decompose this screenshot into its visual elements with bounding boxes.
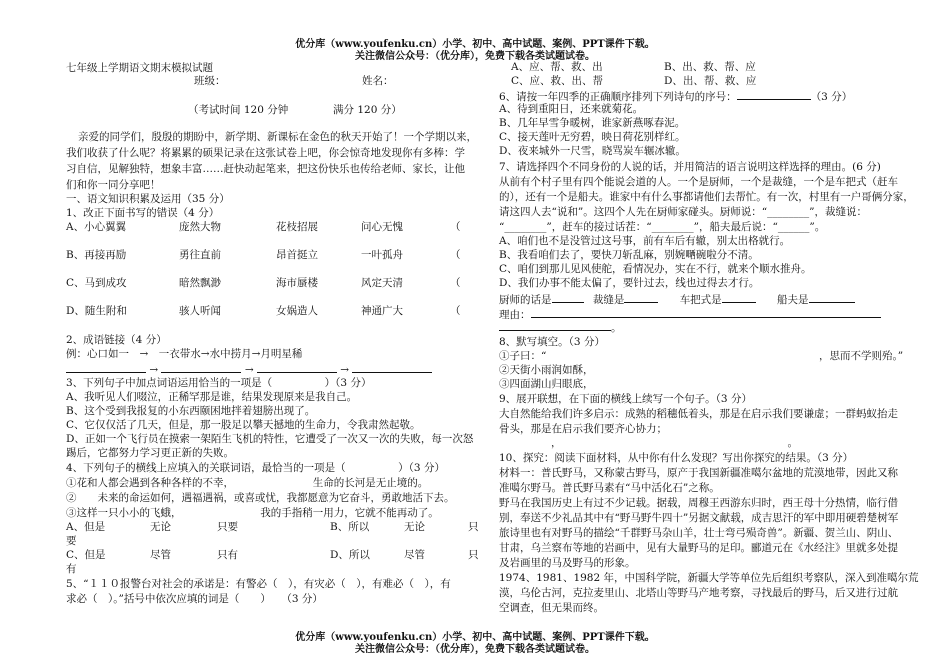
q9-para-1: 大自然能给我们许多启示：成熟的稻穗低着头，那是在启示我们要谦虚；一群蚂蚁抬走 bbox=[499, 408, 898, 420]
q5-opt-d: D、出、帮、救、应 bbox=[664, 75, 757, 87]
q6-answer-blank[interactable] bbox=[737, 89, 811, 100]
q4-cd-6: 只 bbox=[468, 549, 479, 561]
q1-a-2: 庞然大物 bbox=[179, 221, 221, 233]
name-label: 姓名： bbox=[362, 75, 394, 87]
q4-ab-1: A、但是 bbox=[66, 521, 106, 533]
q4-cd-5: 尽管 bbox=[404, 549, 425, 561]
q7-option-c: C、咱们到那儿见风使舵，看情况办，实在不行，就来个顺水推舟。 bbox=[499, 263, 812, 275]
exam-score: 满分 120 分） bbox=[333, 104, 402, 116]
q1-a-4: 问心无愧 bbox=[361, 221, 403, 233]
q7-chef-blank[interactable] bbox=[552, 292, 584, 303]
q8-item-2: ②天街小雨润如酥， bbox=[499, 364, 594, 376]
header-line-2: 关注微信公众号：（优分库），免费下载各类试题试卷。 bbox=[355, 51, 595, 62]
q10-para-2: 准噶尔野马。普氏野马素有“马中活化石”之称。 bbox=[499, 482, 720, 494]
q1-c-5: （ bbox=[450, 277, 461, 289]
section-1-heading: 一、语文知识积累及运用（35 分） bbox=[66, 193, 230, 205]
q1-d-4: 神通广大 bbox=[361, 305, 403, 317]
right-column bbox=[475, 0, 950, 671]
q8-item-3: ③四面湖山归眼底， bbox=[499, 378, 594, 390]
q7-fill-carter: 车把式是 bbox=[679, 294, 722, 306]
q7-fill-boatman: 船夫是 bbox=[777, 294, 809, 306]
q10-para-8: 1974、1981、1982 年，中国科学院，新疆大学等单位先后组织考察队，深入到准噶尔荒 bbox=[499, 572, 919, 584]
q7-para-3: 请这四人去“说和”。这四个人先在厨师家碰头。厨师说：“________”，裁缝说： bbox=[499, 206, 867, 218]
q10-para-6: 甘肃，乌兰察布等地的岩画中，见有大量野马的足印。郦道元在《水经注》里就多处提 bbox=[499, 542, 898, 554]
q7-tailor-blank[interactable] bbox=[624, 292, 658, 303]
q4-ab-tail: 要 bbox=[66, 535, 77, 547]
q7-reason-blank[interactable] bbox=[531, 307, 881, 318]
q1-a-5: （ bbox=[450, 221, 461, 233]
q4-heading: 4、下列句子的横线上应填入的关联词语，最恰当的一项是（ ）（3 分） bbox=[66, 462, 445, 474]
q10-para-7: 及岩画里的马及野马的形象。 bbox=[499, 557, 636, 569]
q1-a-3: 花枝招展 bbox=[276, 221, 318, 233]
footer-line-2: 关注微信公众号：（优分库），免费下载各类试题试卷。 bbox=[355, 644, 595, 655]
q10-para-10: 空调查，但无果而终。 bbox=[499, 602, 604, 614]
q1-c-2: 暗然飘渺 bbox=[179, 277, 221, 289]
q3-option-d-2: 踢后，它都努力学习更正新的失败。 bbox=[66, 447, 234, 459]
q1-c-3: 海市蜃楼 bbox=[276, 277, 318, 289]
intro-line-4: 们和你一同分享吧！ bbox=[66, 179, 161, 191]
q9-answer-line[interactable]: ， 。 bbox=[551, 437, 798, 449]
q5-line-2: 求必（ ）。”括号中依次应填的词是（ ） （3 分） bbox=[66, 593, 323, 605]
intro-line-3: 习自信，见解独特，想象丰富……赶快动起笔来，把这份快乐也传给老师、家长，让他 bbox=[66, 163, 465, 175]
q1-c-1: C、马到成攻 bbox=[66, 277, 127, 289]
q1-d-1: D、随生附和 bbox=[66, 305, 127, 317]
q3-option-b: B、这个受到我报复的小东西颐困地拌着翅膀出现了。 bbox=[66, 405, 316, 417]
q7-option-d: D、我们办事不能太偏了，要针过去，线也过得去才行。 bbox=[499, 277, 760, 289]
q7-fill-tailor: 裁缝是 bbox=[592, 294, 625, 306]
q6-item-c: C、接天莲叶无穷碧，映日荷花别样红。 bbox=[499, 131, 686, 143]
class-label: 班级： bbox=[194, 75, 226, 87]
q2-example: 例：心口如一 → 一衣带水→水中捞月→月明星稀 bbox=[66, 348, 303, 360]
intro-line-1: 亲爱的同学们，殷殷的期盼中，新学期、新课标在金色的秋天开始了！一个学期以来， bbox=[78, 131, 477, 143]
q8-item-1a: ①子曰：“ bbox=[499, 350, 547, 362]
intro-line-2: 我们收获了什么呢？将累累的硕果记录在这张试卷上吧，你会惊奇地发现你有多棒：学 bbox=[66, 147, 465, 159]
q8-heading: 8、默写填空。（3 分） bbox=[499, 336, 605, 348]
q6-item-b: B、几年早雪争暖树，谁家新燕啄春泥。 bbox=[499, 117, 686, 129]
q4-sentence-2: ② 未来的命运如何，遇福遇祸，或喜或忧，我都愿意为它奋斗，勇敢地活下去。 bbox=[66, 492, 455, 504]
q7-option-b: B、我看咱们去了，要快刀斩乱麻，别婉嗮碗啦分不清。 bbox=[499, 249, 759, 261]
q4-cd-1: C、但是 bbox=[66, 549, 106, 561]
q10-para-9: 漠，乌伦古河，克拉麦里山、北塔山等野马产地考察，寻找最后的野马，后又进行过航 bbox=[499, 587, 898, 599]
q6-item-a: A、待到重阳日，还来就菊花。 bbox=[499, 103, 644, 115]
q5-opt-b: B、出、救、帮、应 bbox=[664, 61, 756, 73]
q7-para-2: 的），还有一个是船夫。谁家中有什么事都请他们去帮忙。有一次，村里有一户哥俩分家， bbox=[499, 191, 914, 203]
q4-ab-2: 无论 bbox=[150, 521, 171, 533]
q1-b-4: 一叶孤舟 bbox=[361, 249, 403, 261]
q6-score: （3 分） bbox=[810, 91, 853, 103]
q6-text: 6、请按一年四季的正确顺序排列下列诗句的序号： bbox=[499, 91, 737, 103]
q7-para-4: “________”，赶车的接过话茬：“________”，船夫最后说：“______”。 bbox=[499, 221, 826, 233]
q6-heading bbox=[499, 89, 852, 104]
q4-cd-4: D、所以 bbox=[330, 549, 370, 561]
q7-boatman-blank[interactable] bbox=[809, 292, 855, 303]
exam-title: 七年级上学期语文期末模拟试题 bbox=[66, 62, 213, 74]
q3-option-a: A、我听见人们啜泣，正稀罕那是谁，结果发现原来是我自己。 bbox=[66, 391, 358, 403]
q9-para-2: 骨头，那是在启示我们要齐心协力； bbox=[499, 423, 667, 435]
q4-cd-2: 尽管 bbox=[150, 549, 171, 561]
q4-ab-5: 无论 bbox=[404, 521, 425, 533]
q9-heading: 9、展开联想，在下面的横线上续写一个句子。（3 分） bbox=[499, 393, 752, 405]
q10-para-3: 野马在我国历史上有过不少记载。据载，周穆王西游东归时，西王母十分热情，临行借 bbox=[499, 497, 898, 509]
q1-b-2: 勇往直前 bbox=[179, 249, 221, 261]
q4-ab-6: 只 bbox=[468, 521, 479, 533]
q5-line-1: 5、“１１０报警台对社会的承诺是：有警必（ ），有灾必（ ），有难必（ ），有 bbox=[66, 578, 451, 590]
q1-b-5: （ bbox=[450, 249, 461, 261]
q7-para-1: 从前有个村子里有四个能说会道的人。一个是厨师，一个是裁缝，一个是车把式（赶车 bbox=[499, 176, 898, 188]
q6-item-d: D、夜来城外一尺雪，晓骂炭车辗冰辙。 bbox=[499, 145, 686, 157]
q3-heading: 3、下列句子中加点词语运用恰当的一项是（ ）（3 分） bbox=[66, 377, 372, 389]
q10-para-5: 旅诗里也有对野马的描绘“千群野马杂山羊，壮士弯弓殒奇兽”。新疆、贺兰山、阴山、 bbox=[499, 527, 899, 539]
footer-line-1: 优分库（www.youfenku.cn）小学、初中、高中试题、案例、PPT课件下载。 bbox=[295, 632, 655, 643]
exam-time: （考试时间 120 分钟 bbox=[188, 104, 289, 116]
header-line-1: 优分库（www.youfenku.cn）小学、初中、高中试题、案例、PPT课件下载。 bbox=[295, 39, 655, 50]
q1-b-1: B、再接再励 bbox=[66, 249, 127, 261]
q4-cd-3: 只有 bbox=[217, 549, 238, 561]
q1-d-5: （ bbox=[450, 305, 461, 317]
q10-para-4: 别，奉送不少礼品其中有“野马野牛四十”另据文献载，成吉思汗的军中即用硬碧楚树军 bbox=[499, 512, 899, 524]
q4-ab-4: B、所以 bbox=[330, 521, 370, 533]
q1-heading: 1、改正下面书写的错误（4 分） bbox=[66, 207, 220, 219]
q7-reason-label: 理由： bbox=[499, 309, 531, 321]
q7-carter-blank[interactable] bbox=[722, 292, 756, 303]
q10-heading: 10、探究：阅读下面材料，从中你有什么发现？写出你探究的结果。（3 分） bbox=[499, 452, 854, 464]
q7-option-a: A、咱们也不是没管过这号事，前有车后有辙，别太出格就行。 bbox=[499, 235, 791, 247]
q5-opt-c: C、应、救、出、帮 bbox=[511, 75, 604, 87]
q8-item-1b: ，思而不学则殆。” bbox=[819, 350, 904, 362]
q7-fill-chef: 厨师的话是 bbox=[499, 294, 552, 306]
q7-reason-line-2[interactable]: 。 bbox=[499, 320, 622, 335]
q1-d-2: 骇人听闻 bbox=[179, 305, 221, 317]
q2-heading: 2、成语链接（4 分） bbox=[66, 334, 167, 346]
q2-blank-chain[interactable]: → → → bbox=[66, 362, 432, 377]
q1-b-3: 昂首挺立 bbox=[276, 249, 318, 261]
q10-para-1: 材料一：普氏野马，又称蒙古野马，原产于我国新疆准噶尔盆地的荒漠地带，因此又称 bbox=[499, 467, 898, 479]
q1-d-3: 女娲造人 bbox=[276, 305, 318, 317]
q4-sentence-3: ③这样一只小小的飞蛾， 我的手指稍一用力，它就不能再动了。 bbox=[66, 507, 439, 519]
q5-opt-a: A、应、帮、救、出 bbox=[511, 61, 603, 73]
q1-c-4: 风定天清 bbox=[361, 277, 403, 289]
q3-option-c: C、它仅仅活了几天，但是，那一股足以攀天撼地的生命力，令我肃然起敬。 bbox=[66, 419, 421, 431]
q4-cd-tail: 有 bbox=[66, 563, 77, 575]
q4-sentence-1: ①花和人都会遇到各种各样的不幸， 生命的长河是无止境的。 bbox=[66, 477, 429, 489]
q4-ab-3: 只要 bbox=[217, 521, 238, 533]
q1-a-1: A、小心翼翼 bbox=[66, 221, 127, 233]
q7-fill-line bbox=[499, 292, 855, 307]
q3-option-d-1: D、正如一个飞行员在摸索一架陌生飞机的特性，它遭受了一次又一次的失败，每一次怒 bbox=[66, 433, 474, 445]
q7-heading: 7、请选择四个不同身份的人说的话，并用简洁的语言说明这样选择的理由。(6 分) bbox=[499, 161, 881, 173]
